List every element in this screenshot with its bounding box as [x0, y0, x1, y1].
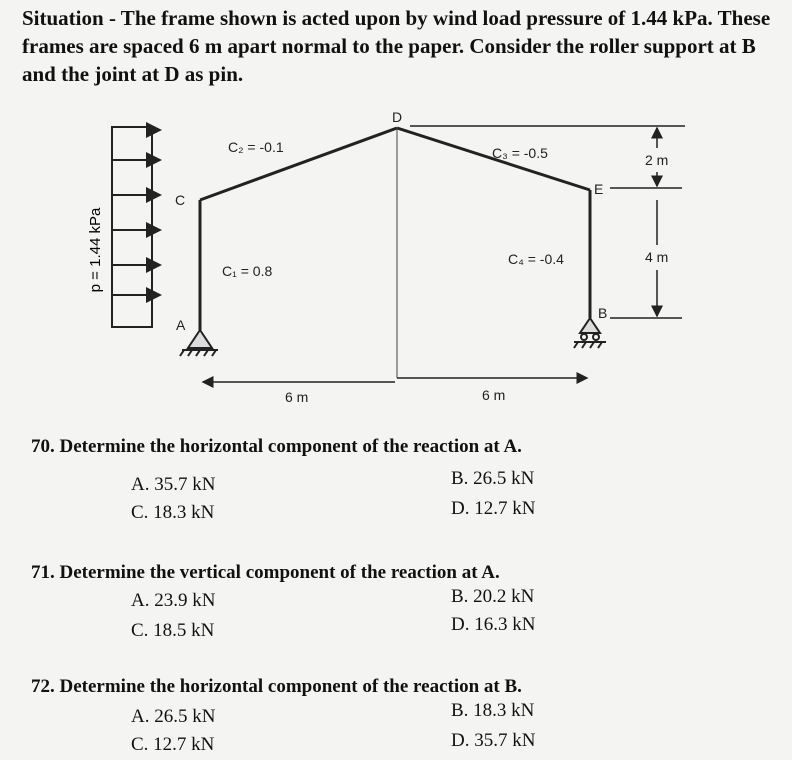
- dim-right-span: 6 m: [482, 387, 506, 403]
- q70-option-c[interactable]: C. 18.3 kN: [131, 502, 215, 523]
- label-a: A: [176, 317, 186, 333]
- question-71: 71. Determine the vertical component of the reaction at A.: [31, 562, 500, 583]
- horizontal-dimensions: [203, 378, 587, 382]
- load-block: [112, 127, 152, 327]
- dim-side: 4 m: [645, 249, 669, 265]
- q70-option-b[interactable]: B. 26.5 kN: [451, 468, 535, 489]
- label-e: E: [594, 181, 604, 197]
- q71-option-a[interactable]: A. 23.9 kN: [131, 590, 216, 611]
- coef-c4: C₄ = -0.4: [508, 251, 564, 267]
- q72-option-c[interactable]: C. 12.7 kN: [131, 734, 215, 755]
- coef-c2: C₂ = -0.1: [228, 139, 284, 155]
- question-72: 72. Determine the horizontal component of the reaction at B.: [31, 676, 522, 697]
- label-c: C: [175, 192, 186, 208]
- label-d: D: [392, 109, 403, 125]
- roller-support-b: [574, 318, 606, 348]
- wind-load-diagram: [112, 127, 160, 327]
- q70-option-a[interactable]: A. 35.7 kN: [131, 474, 216, 495]
- pin-support-a: [180, 330, 218, 356]
- question-70: 70. Determine the horizontal component of the reaction at A.: [31, 436, 522, 457]
- q70-option-d[interactable]: D. 12.7 kN: [451, 498, 536, 519]
- q72-option-b[interactable]: B. 18.3 kN: [451, 700, 535, 721]
- dim-left-span: 6 m: [285, 389, 309, 405]
- q71-option-b[interactable]: B. 20.2 kN: [451, 586, 535, 607]
- label-b: B: [598, 305, 608, 321]
- situation-paragraph: Situation - The frame shown is acted upon by wind load pressure of 1.44 kPa. These frames are spaced 6 m apart normal to the paper. Consider the roller support at B and the joint at D as pin.: [22, 6, 771, 86]
- q72-option-d[interactable]: D. 35.7 kN: [451, 730, 536, 751]
- q72-option-a[interactable]: A. 26.5 kN: [131, 706, 216, 727]
- dim-top: 2 m: [645, 152, 669, 168]
- coef-c3: C₃ = -0.5: [492, 145, 548, 161]
- q71-option-d[interactable]: D. 16.3 kN: [451, 614, 536, 635]
- q71-option-c[interactable]: C. 18.5 kN: [131, 620, 215, 641]
- coef-c1: C₁ = 0.8: [222, 263, 273, 279]
- pressure-label: p = 1.44 kPa: [87, 207, 104, 293]
